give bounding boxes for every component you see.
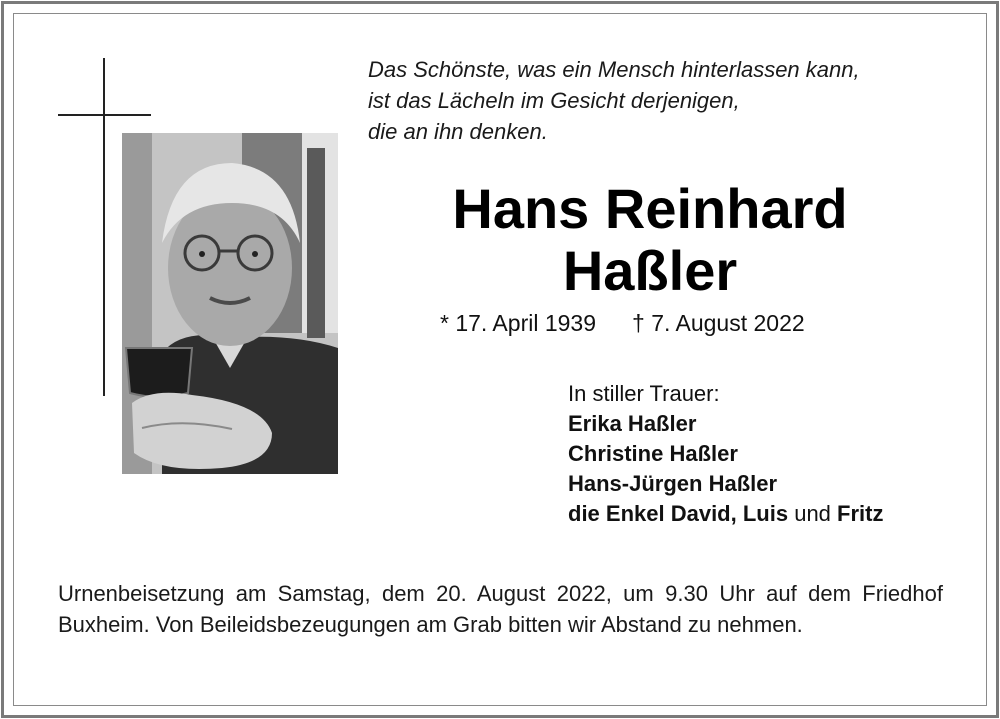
birth-date: * 17. April 1939 [440,310,597,336]
cross-icon-horizontal [58,114,151,116]
grandchildren-conjunction: und [794,501,831,526]
funeral-notice: Urnenbeisetzung am Samstag, dem 20. August 2022, um 9.30 Uhr auf dem Friedhof Buxheim. Von Beileidsbezeugungen am Grab bitten wir Abstand zu nehmen. [58,581,943,637]
death-date: † 7. August 2022 [632,310,805,336]
grandchildren-names: die Enkel David, Luis [568,501,789,526]
mourners-intro: In stiller Trauer: [568,381,720,406]
mourner-name: Erika Haßler [568,411,697,436]
mourner-name: Hans-Jürgen Haßler [568,471,778,496]
name-first: Hans Reinhard [452,177,848,240]
mourners-block [568,379,884,529]
cross-icon-vertical [103,58,105,396]
mourner-name: Christine Haßler [568,441,738,466]
life-dates [440,310,805,337]
grandchildren-line [568,499,884,529]
deceased-name [380,178,920,302]
name-last: Haßler [562,239,738,302]
memorial-quote [368,54,968,147]
quote-line: ist das Lächeln im Gesicht derjenigen, [368,88,740,113]
portrait-illustration [122,133,338,474]
grandchildren-last-name: Fritz [837,501,884,526]
quote-line: die an ihn denken. [368,119,548,144]
portrait-photo [122,133,338,474]
quote-line: Das Schönste, was ein Mensch hinterlassen kann, [368,57,860,82]
